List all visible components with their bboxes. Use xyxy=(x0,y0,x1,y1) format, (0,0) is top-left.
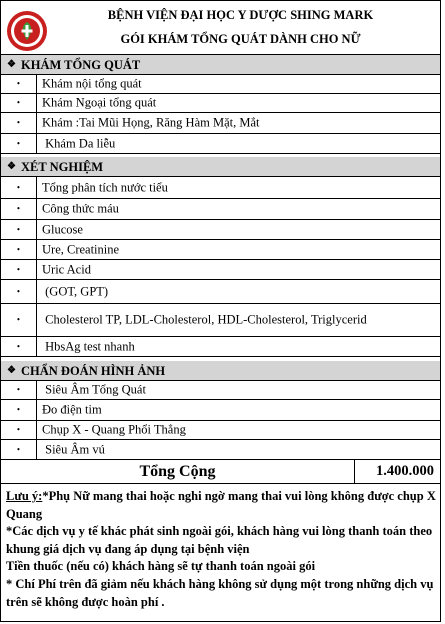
item-label: Siêu Âm vú xyxy=(42,442,105,456)
bullet-icon: • xyxy=(16,286,21,296)
diamond-icon: ❖ xyxy=(7,365,16,376)
bullet-cell xyxy=(1,199,37,219)
bullet-cell xyxy=(1,177,37,198)
item-label: Khám :Tai Mũi Họng, Răng Hàm Mặt, Mắt xyxy=(42,115,260,130)
bullet-cell xyxy=(1,134,37,153)
diamond-icon: ❖ xyxy=(7,161,16,172)
bullet-icon: • xyxy=(16,78,21,89)
bullet-cell xyxy=(1,304,37,336)
bullet-icon: • xyxy=(16,203,21,214)
bullet-cell xyxy=(1,440,37,459)
bullet-icon: • xyxy=(16,97,21,108)
item-label: Khám Ngoại tổng quát xyxy=(42,95,157,110)
list-item xyxy=(1,440,440,460)
hospital-name: BỆNH VIỆN ĐẠI HỌC Y DƯỢC SHING MARK xyxy=(107,8,374,22)
list-item xyxy=(1,400,440,421)
bullet-icon: • xyxy=(16,224,21,234)
bullet-icon: • xyxy=(16,138,21,148)
section-header-0 xyxy=(1,55,440,75)
list-item xyxy=(1,199,440,220)
bullet-icon: • xyxy=(16,244,21,254)
section-title: XÉT NGHIỆM xyxy=(21,160,104,174)
list-item xyxy=(1,280,440,304)
list-item xyxy=(1,381,440,400)
item-label: Chụp X - Quang Phổi Thẳng xyxy=(42,422,186,437)
note-text-1: *Phụ Nữ mang thai hoặc nghi ngờ mang thai vui lòng không được chụp X Quang xyxy=(6,489,436,521)
notes-heading: Lưu ý: xyxy=(6,489,43,503)
header xyxy=(1,1,440,55)
bullet-cell xyxy=(1,260,37,279)
total-row xyxy=(1,460,440,484)
bullet-icon: • xyxy=(16,424,21,435)
item-label: Siêu Âm Tổng Quát xyxy=(42,382,146,397)
note-line-3: Tiền thuốc (nếu có) khách hàng sẽ tự thanh toán ngoài gói xyxy=(6,559,316,574)
item-label: Cholesterol TP, LDL-Cholesterol, HDL-Cholesterol, Triglycerid xyxy=(42,312,367,327)
item-label: Uric Acid xyxy=(42,262,91,276)
item-label: Glucose xyxy=(42,222,83,236)
section-header-1 xyxy=(1,157,440,177)
list-item xyxy=(1,304,440,337)
bullet-icon: • xyxy=(16,444,21,454)
note-line-4: * Chí Phí trên đã giảm nếu khách hàng không sử dụng một trong những dịch vụ trên sẽ không được hoàn phí . xyxy=(6,576,434,609)
list-item xyxy=(1,240,440,260)
list-item xyxy=(1,75,440,94)
bullet-cell xyxy=(1,280,37,303)
note-line-2: *Các dịch vụ y tế khác phát sinh ngoài gói, khách hàng vui lòng thanh toán theo khung giá dịch vụ đang áp dụng tại bệnh viện xyxy=(6,524,433,556)
bullet-cell xyxy=(1,421,37,439)
bullet-cell xyxy=(1,400,37,420)
bullet-icon: • xyxy=(16,341,21,351)
bullet-cell xyxy=(1,220,37,239)
bullet-cell xyxy=(1,240,37,259)
section-title: KHÁM TỔNG QUÁT xyxy=(21,58,141,72)
list-item xyxy=(1,113,440,134)
item-label: HbsAg test nhanh xyxy=(42,339,135,353)
bullet-icon: • xyxy=(16,182,21,192)
section-header-2 xyxy=(1,361,440,381)
list-item xyxy=(1,337,440,357)
bullet-icon: • xyxy=(16,314,21,325)
total-value: 1.400.000 xyxy=(376,463,434,479)
item-label: Tổng phân tích nước tiểu xyxy=(42,180,168,194)
item-label: Ure, Creatinine xyxy=(42,242,120,256)
bullet-cell xyxy=(1,381,37,399)
bullet-icon: • xyxy=(16,264,21,274)
section-title: CHẨN ĐOÁN HÌNH ẢNH xyxy=(21,364,166,378)
bullet-cell xyxy=(1,75,37,93)
notes xyxy=(6,488,436,611)
list-item xyxy=(1,94,440,113)
bullet-icon: • xyxy=(16,404,21,415)
list-item xyxy=(1,421,440,440)
diamond-icon: ❖ xyxy=(7,59,16,70)
bullet-cell xyxy=(1,337,37,356)
list-item xyxy=(1,220,440,240)
package-title: GÓI KHÁM TỔNG QUÁT DÀNH CHO NỮ xyxy=(120,32,361,46)
note-line-1 xyxy=(6,488,436,523)
bullet-icon: • xyxy=(16,117,21,128)
list-item xyxy=(1,260,440,280)
item-label: (GOT, GPT) xyxy=(42,284,109,298)
list-item xyxy=(1,134,440,154)
list-item xyxy=(1,177,440,199)
item-label: Khám Da liễu xyxy=(42,136,116,150)
item-label: Đo điện tim xyxy=(42,402,102,417)
total-label: Tổng Cộng xyxy=(1,460,355,483)
bullet-cell xyxy=(1,113,37,133)
item-label: Khám nội tổng quát xyxy=(42,76,142,91)
bullet-cell xyxy=(1,94,37,112)
item-label: Công thức máu xyxy=(42,201,119,216)
bullet-icon: • xyxy=(16,384,21,395)
